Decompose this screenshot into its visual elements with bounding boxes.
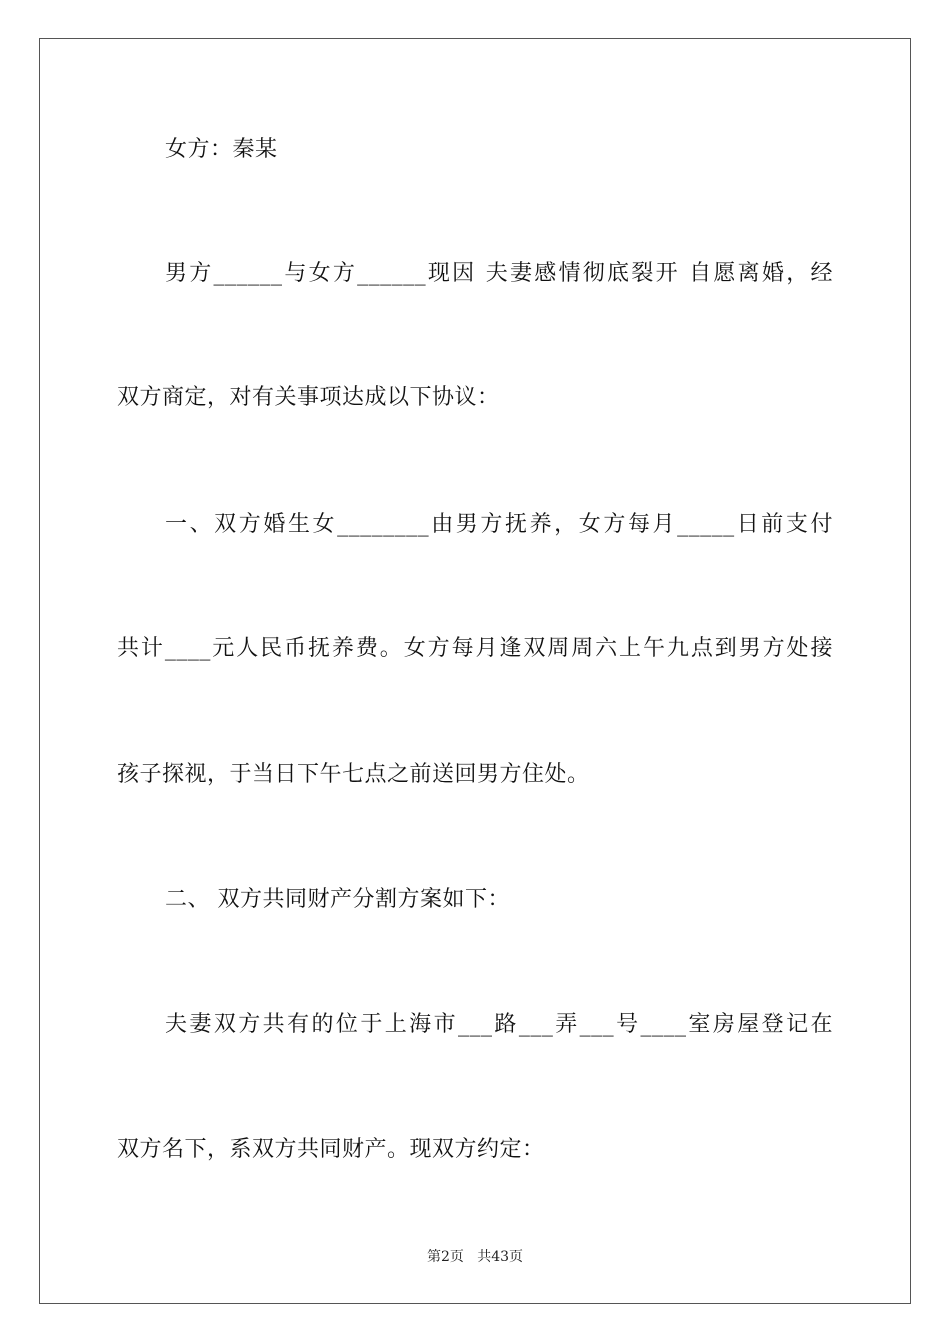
- page-number-footer: 第2页 共43页: [426, 1249, 524, 1265]
- page-frame: [39, 38, 911, 1304]
- doc-line-property-location: 夫妻双方共有的位于上海市___路___弄___号____室房屋登记在: [165, 1012, 833, 1037]
- doc-line-joint-property: 双方名下，系双方共同财产。现双方约定：: [117, 1137, 545, 1162]
- doc-line-clause-two: 二、 双方共同财产分割方案如下：: [165, 887, 510, 912]
- doc-line-divorce-reason: 男方______与女方______现因 夫妻感情彻底裂开 自愿离婚，经: [165, 261, 833, 286]
- doc-line-female-party: 女方：秦某: [165, 137, 278, 162]
- doc-line-visitation: 孩子探视，于当日下午七点之前送回男方住处。: [117, 762, 590, 787]
- doc-line-clause-one: 一、双方婚生女________由男方抚养，女方每月_____日前支付: [165, 512, 833, 537]
- doc-line-child-support: 共计____元人民币抚养费。女方每月逢双周周六上午九点到男方处接: [117, 636, 833, 661]
- doc-line-agreement-intro: 双方商定，对有关事项达成以下协议：: [117, 385, 500, 410]
